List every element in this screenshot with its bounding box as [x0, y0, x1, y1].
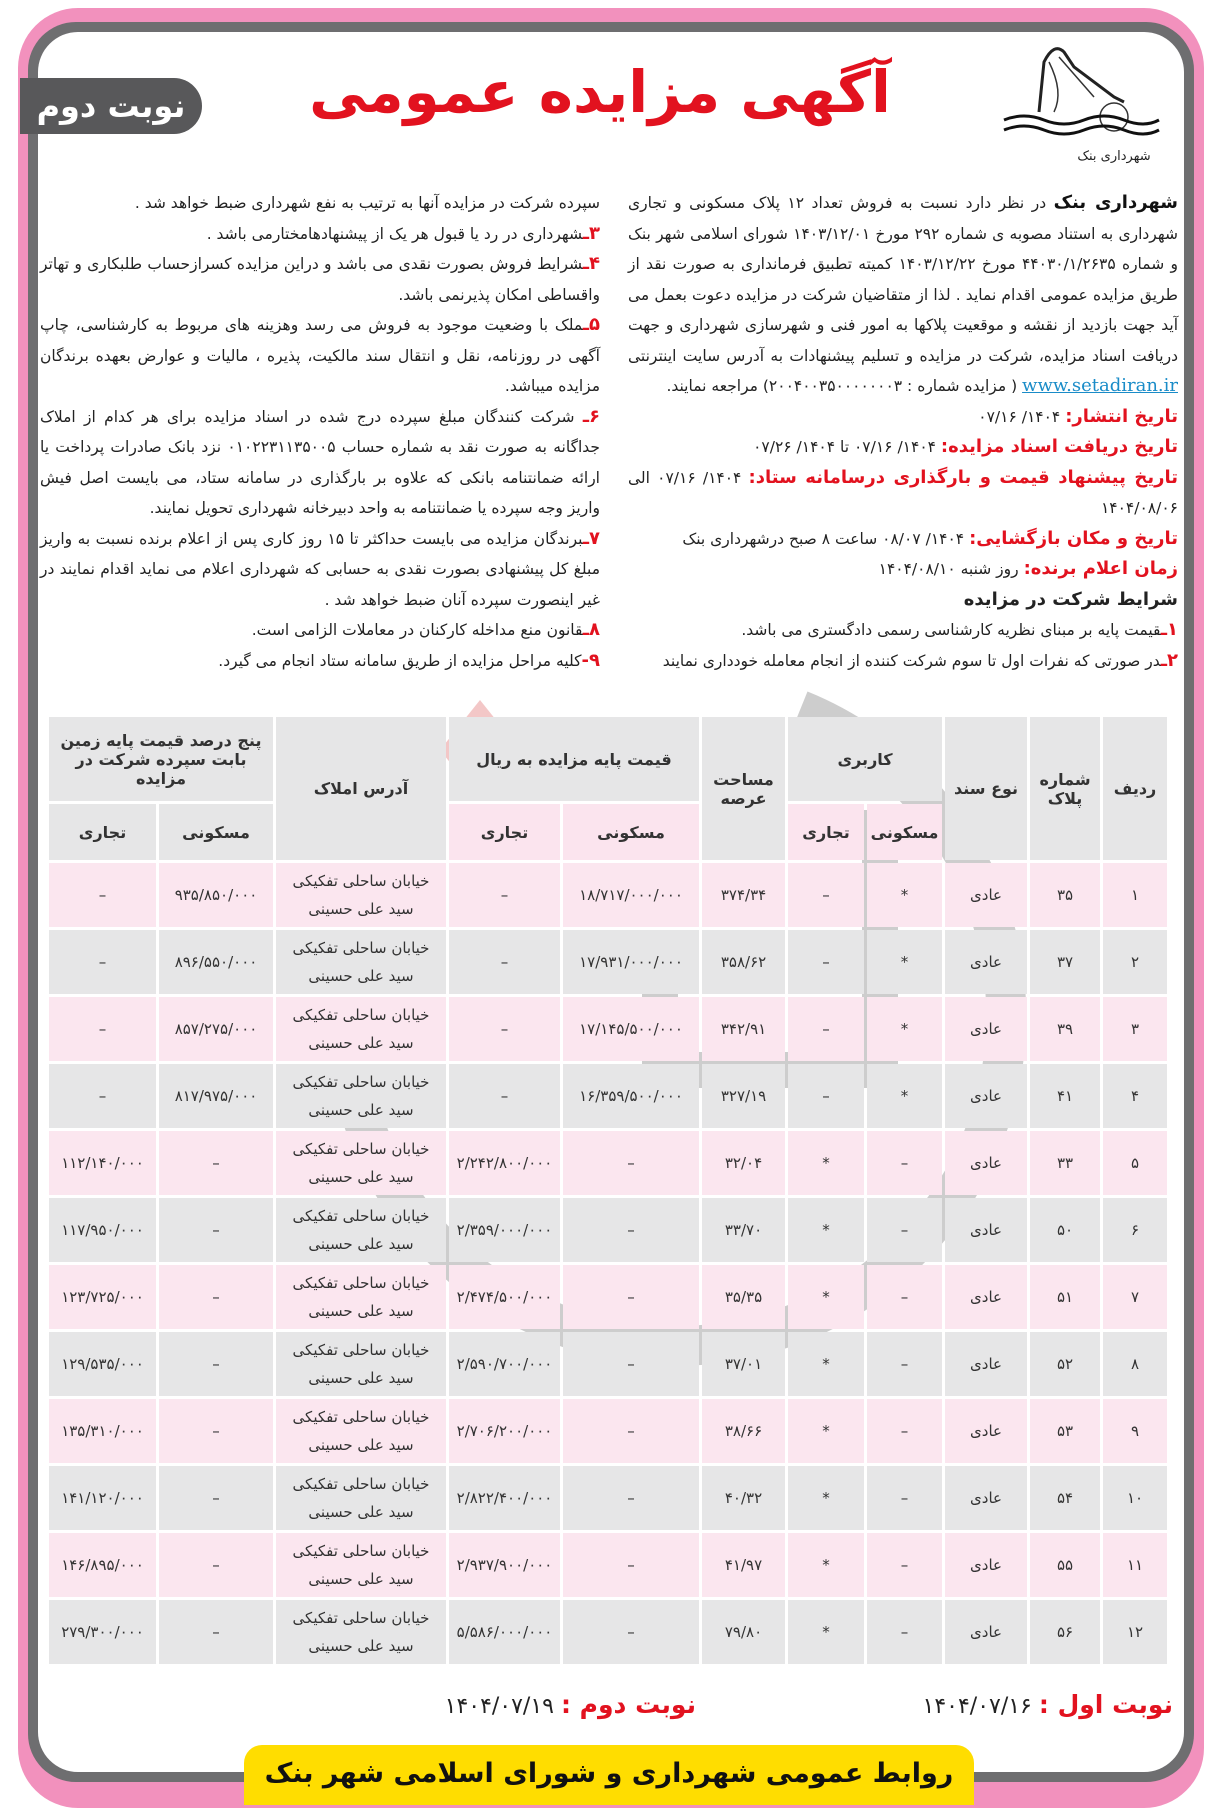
header-deposit-commercial: تجاری	[49, 804, 156, 860]
intro-text: در نظر دارد نسبت به فروش تعداد ۱۲ پلاک مسکونی و تجاری شهرداری به استناد مصوبه ی شماره ۲۹۲ مورخ ۱۴۰۳/۱۲/۰۱ شورای اسلامی شهر بنک و شماره ۴۴۰۳۰/۱/۲۶۳۵ مورخ ۱۴۰۳/۱۲/۲۲ کمیته تطبیق فرمانداری به صورت نقد از طریق مزایده عمومی اقدام نماید . لذا از متقاضیان شرکت در مزایده دعوت بعمل می آید جهت بازدید از نقشه و موقعیت پلاکها به امور فنی و شهرسازی شهرداری و جهت دریافت اسناد مزایده، شرکت در مزایده و تسلیم پیشنهادات به آدرس سایت اینترنتی	[628, 194, 1178, 365]
date-label: تاریخ دریافت اسناد مزایده:	[940, 436, 1178, 457]
cell-deposit-residential: –	[159, 1533, 273, 1597]
cell-address: خیابان ساحلی تفکیکی سید علی حسینی	[276, 930, 446, 994]
header-address: آدرس املاک	[276, 717, 446, 860]
condition-item	[40, 249, 600, 310]
date-value: ۱۴۰۴/ ۰۷/۱۶	[978, 407, 1066, 426]
cell-price-commercial: ۲/۴۷۴/۵۰۰/۰۰۰	[449, 1265, 560, 1329]
cell-area: ۳۵۸/۶۲	[702, 930, 785, 994]
cell-usage-residential: –	[867, 1131, 942, 1195]
page-title: آگهی مزایده عمومی	[309, 58, 891, 126]
cell-price-residential: –	[563, 1600, 699, 1664]
date-value: روز شنبه ۱۴۰۴/۰۸/۱۰	[878, 560, 1024, 578]
cell-deed: عادی	[945, 1533, 1027, 1597]
cell-address: خیابان ساحلی تفکیکی سید علی حسینی	[276, 1265, 446, 1329]
cell-price-residential: –	[563, 1198, 699, 1262]
cell-usage-commercial: *	[788, 1399, 864, 1463]
cell-area: ۳۴۲/۹۱	[702, 997, 785, 1061]
cell-deposit-residential: –	[159, 1332, 273, 1396]
cell-deposit-commercial: –	[49, 863, 156, 927]
cell-usage-commercial: –	[788, 997, 864, 1061]
cell-deed: عادی	[945, 1600, 1027, 1664]
cell-area: ۳۳/۷۰	[702, 1198, 785, 1262]
cell-row-number: ۲	[1103, 930, 1167, 994]
cell-plate: ۳۵	[1030, 863, 1100, 927]
cell-deed: عادی	[945, 1265, 1027, 1329]
date-bids	[628, 463, 1178, 524]
cell-plate: ۴۱	[1030, 1064, 1100, 1128]
cell-deposit-commercial: ۱۲۳/۷۲۵/۰۰۰	[49, 1265, 156, 1329]
cell-deposit-residential: ۹۳۵/۸۵۰/۰۰۰	[159, 863, 273, 927]
condition-text: قانون منع مداخله کارکنان در معاملات الزامی است.	[251, 621, 583, 639]
condition-item	[40, 310, 600, 402]
cell-deposit-commercial: ۱۴۶/۸۹۵/۰۰۰	[49, 1533, 156, 1597]
cell-usage-residential: –	[867, 1399, 942, 1463]
cell-row-number: ۴	[1103, 1064, 1167, 1128]
cell-price-commercial: –	[449, 863, 560, 927]
cell-price-commercial: ۵/۵۸۶/۰۰۰/۰۰۰	[449, 1600, 560, 1664]
header-plate: شماره پلاک	[1030, 717, 1100, 860]
cell-price-residential: –	[563, 1332, 699, 1396]
cell-deposit-residential: –	[159, 1399, 273, 1463]
condition-number: ۴ـ	[582, 253, 600, 274]
cell-deed: عادی	[945, 930, 1027, 994]
cell-plate: ۳۷	[1030, 930, 1100, 994]
cell-usage-residential: *	[867, 863, 942, 927]
condition-continuation: سپرده شرکت در مزایده آنها به ترتیب به نفع شهرداری ضبط خواهد شد .	[134, 194, 600, 212]
cell-deposit-residential: ۸۵۷/۲۷۵/۰۰۰	[159, 997, 273, 1061]
intro-paragraph	[628, 188, 1178, 402]
condition-text: کلیه مراحل مزایده از طریق سامانه ستاد انجام می گیرد.	[218, 651, 582, 670]
cell-area: ۳۷۴/۳۴	[702, 863, 785, 927]
cell-row-number: ۹	[1103, 1399, 1167, 1463]
cell-deposit-commercial: –	[49, 1064, 156, 1128]
second-round-value: ۱۴۰۴/۰۷/۱۹	[444, 1694, 561, 1719]
header-usage-commercial: تجاری	[788, 804, 864, 860]
cell-usage-commercial: –	[788, 930, 864, 994]
cell-usage-residential: –	[867, 1265, 942, 1329]
cell-price-residential: ۱۷/۱۴۵/۵۰۰/۰۰۰	[563, 997, 699, 1061]
condition-number: ۲ـ	[1160, 649, 1178, 671]
condition-item	[628, 615, 1178, 646]
cell-row-number: ۱۲	[1103, 1600, 1167, 1664]
cell-price-residential: –	[563, 1131, 699, 1195]
left-text-column	[40, 188, 600, 676]
cell-plate: ۵۵	[1030, 1533, 1100, 1597]
header-price: قیمت پایه مزایده به ریال	[449, 717, 699, 801]
cell-usage-commercial: *	[788, 1131, 864, 1195]
cell-deposit-commercial: ۲۷۹/۳۰۰/۰۰۰	[49, 1600, 156, 1664]
first-round-value: ۱۴۰۴/۰۷/۱۶	[922, 1694, 1039, 1719]
condition-text: برندگان مزایده می بایست حداکثر تا ۱۵ روز کاری پس از اعلام برنده نسبت به واریز مبلغ کل پیشنهادی بصورت نقدی به حسابی که شهرداری اعلام می نماید اقدام نمایند در غیر اینصورت سپرده آنان ضبط خواهد شد .	[40, 529, 600, 609]
date-winner	[628, 554, 1178, 585]
date-documents	[628, 432, 1178, 463]
cell-deposit-residential: ۸۹۶/۵۵۰/۰۰۰	[159, 930, 273, 994]
cell-price-residential: ۱۸/۷۱۷/۰۰۰/۰۰۰	[563, 863, 699, 927]
cell-price-commercial: –	[449, 1064, 560, 1128]
cell-row-number: ۳	[1103, 997, 1167, 1061]
date-label: تاریخ انتشار:	[1065, 405, 1178, 427]
cell-plate: ۵۱	[1030, 1265, 1100, 1329]
date-publish	[628, 402, 1178, 433]
condition-number: ۳ـ	[582, 222, 600, 244]
date-label: تاریخ و مکان بازگشایی:	[969, 527, 1178, 549]
cell-area: ۳۲/۰۴	[702, 1131, 785, 1195]
public-relations-banner: روابط عمومی شهرداری و شورای اسلامی شهر بنک	[244, 1745, 974, 1805]
cell-usage-commercial: –	[788, 1064, 864, 1128]
header-price-residential: مسکونی	[563, 804, 699, 860]
header-deed: نوع سند	[945, 717, 1027, 860]
cell-plate: ۵۳	[1030, 1399, 1100, 1463]
condition-text: قیمت پایه بر مبنای نظریه کارشناسی رسمی دادگستری می باشد.	[741, 621, 1161, 639]
cell-address: خیابان ساحلی تفکیکی سید علی حسینی	[276, 1466, 446, 1530]
condition-text: در صورتی که نفرات اول تا سوم شرکت کننده از انجام معامله خودداری نمایند	[662, 651, 1161, 670]
cell-price-commercial: ۲/۲۴۲/۸۰۰/۰۰۰	[449, 1131, 560, 1195]
logo-text: شهرداری بنک	[1077, 149, 1151, 164]
cell-deed: عادی	[945, 1198, 1027, 1262]
cell-usage-commercial: *	[788, 1265, 864, 1329]
cell-plate: ۵۶	[1030, 1600, 1100, 1664]
condition-item	[40, 615, 600, 646]
cell-deposit-commercial: ۱۲۹/۵۳۵/۰۰۰	[49, 1332, 156, 1396]
header-area: مساحت عرصه	[702, 717, 785, 860]
cell-area: ۷۹/۸۰	[702, 1600, 785, 1664]
table-row	[49, 1332, 1167, 1396]
table-body	[49, 863, 1167, 1664]
table-row	[49, 1064, 1167, 1128]
cell-deposit-commercial: –	[49, 930, 156, 994]
condition-item	[628, 646, 1178, 677]
cell-price-residential: –	[563, 1399, 699, 1463]
condition-text: شرکت کنندگان مبلغ سپرده درج شده در اسناد مزایده برای هر کدام از املاک جداگانه به صورت نقد به شماره حساب ۰۱۰۲۲۳۱۱۳۵۰۰۵ نزد بانک صادرات پرداخت یا ارائه ضمانتنامه بانکی که علاوه بر بارگذاری در سامانه ستاد، می بایست اصل فیش واریز وجه سپرده یا ضمانتنامه به واحد دبیرخانه شهرداری تحویل نمایند.	[40, 407, 600, 517]
condition-number: ۱ـ	[1160, 619, 1178, 640]
date-value: ۱۴۰۴/ ۰۷/۱۶ الی ۱۴۰۴/۰۸/۰۶	[628, 468, 1178, 517]
cell-usage-residential: *	[867, 997, 942, 1061]
cell-deposit-commercial: ۱۱۲/۱۴۰/۰۰۰	[49, 1131, 156, 1195]
cell-price-commercial: ۲/۵۹۰/۷۰۰/۰۰۰	[449, 1332, 560, 1396]
header-price-commercial: تجاری	[449, 804, 560, 860]
cell-address: خیابان ساحلی تفکیکی سید علی حسینی	[276, 1198, 446, 1262]
cell-deposit-commercial: ۱۴۱/۱۲۰/۰۰۰	[49, 1466, 156, 1530]
table-row	[49, 1399, 1167, 1463]
cell-usage-residential: –	[867, 1600, 942, 1664]
date-value: ۱۴۰۴/ ۰۷/۱۶ تا ۱۴۰۴/ ۰۷/۲۶	[753, 438, 941, 456]
cell-area: ۴۰/۳۲	[702, 1466, 785, 1530]
condition-item	[40, 219, 600, 250]
cell-address: خیابان ساحلی تفکیکی سید علی حسینی	[276, 1533, 446, 1597]
cell-usage-commercial: *	[788, 1332, 864, 1396]
cell-plate: ۵۰	[1030, 1198, 1100, 1262]
first-round-label: نوبت اول :	[1038, 1690, 1173, 1719]
cell-address: خیابان ساحلی تفکیکی سید علی حسینی	[276, 863, 446, 927]
cell-deed: عادی	[945, 997, 1027, 1061]
second-round-label: نوبت دوم :	[560, 1690, 696, 1719]
condition-number: ۶ـ	[582, 405, 600, 427]
table-row	[49, 1600, 1167, 1664]
condition-text: شرایط فروش بصورت نقدی می باشد و دراین مزایده کسرازحساب طلبکاری و تهاتر واقساطی امکان پذیرنمی باشد.	[40, 255, 600, 304]
conditions-heading: شرایط شرکت در مزایده	[963, 588, 1178, 610]
condition-item	[40, 402, 600, 524]
table-row	[49, 1198, 1167, 1262]
cell-deed: عادی	[945, 1131, 1027, 1195]
header-deposit: پنج درصد قیمت پایه زمین بابت سپرده شرکت در مزایده	[49, 717, 273, 801]
cell-deed: عادی	[945, 863, 1027, 927]
cell-address: خیابان ساحلی تفکیکی سید علی حسینی	[276, 1600, 446, 1664]
table-row	[49, 1131, 1167, 1195]
date-value: ۱۴۰۴/ ۰۸/۰۷ ساعت ۸ صبح درشهرداری بنک	[682, 529, 970, 548]
cell-usage-residential: *	[867, 1064, 942, 1128]
properties-table	[46, 714, 1170, 1667]
cell-usage-commercial: *	[788, 1198, 864, 1262]
cell-row-number: ۱۰	[1103, 1466, 1167, 1530]
cell-address: خیابان ساحلی تفکیکی سید علی حسینی	[276, 1064, 446, 1128]
cell-price-residential: ۱۷/۹۳۱/۰۰۰/۰۰۰	[563, 930, 699, 994]
cell-area: ۳۸/۶۶	[702, 1399, 785, 1463]
cell-address: خیابان ساحلی تفکیکی سید علی حسینی	[276, 997, 446, 1061]
cell-area: ۴۱/۹۷	[702, 1533, 785, 1597]
cell-address: خیابان ساحلی تفکیکی سید علی حسینی	[276, 1399, 446, 1463]
cell-deposit-residential: –	[159, 1198, 273, 1262]
cell-deposit-residential: –	[159, 1131, 273, 1195]
intro-bold: شهرداری بنک	[1053, 192, 1178, 213]
cell-plate: ۵۲	[1030, 1332, 1100, 1396]
cell-usage-residential: –	[867, 1332, 942, 1396]
table-row	[49, 930, 1167, 994]
condition-number: ۷ـ	[582, 527, 601, 549]
cell-deed: عادی	[945, 1399, 1027, 1463]
table-row	[49, 1466, 1167, 1530]
cell-usage-commercial: *	[788, 1600, 864, 1664]
cell-deposit-commercial: ۱۳۵/۳۱۰/۰۰۰	[49, 1399, 156, 1463]
cell-area: ۳۷/۰۱	[702, 1332, 785, 1396]
cell-price-residential: –	[563, 1533, 699, 1597]
cell-plate: ۳۹	[1030, 997, 1100, 1061]
header-deposit-residential: مسکونی	[159, 804, 273, 860]
header-usage-residential: مسکونی	[867, 804, 942, 860]
header-row-number: ردیف	[1103, 717, 1167, 860]
cell-usage-commercial: *	[788, 1533, 864, 1597]
cell-area: ۳۵/۳۵	[702, 1265, 785, 1329]
cell-area: ۳۲۷/۱۹	[702, 1064, 785, 1128]
cell-usage-residential: –	[867, 1466, 942, 1530]
cell-deposit-commercial: –	[49, 997, 156, 1061]
date-label: زمان اعلام برنده:	[1023, 558, 1178, 579]
cell-row-number: ۵	[1103, 1131, 1167, 1195]
condition-item	[40, 646, 600, 677]
cell-address: خیابان ساحلی تفکیکی سید علی حسینی	[276, 1332, 446, 1396]
cell-usage-residential: –	[867, 1198, 942, 1262]
condition-text: ملک با وضعیت موجود به فروش می رسد وهزینه های مربوط به کارشناسی، چاپ آگهی در روزنامه، نقل و انتقال سند مالکیت، پذیره ، مالیات و عوارض بعهده برندگان مزایده میباشد.	[40, 316, 600, 395]
setadiran-link[interactable]: www.setadiran.ir	[1022, 375, 1178, 396]
cell-deed: عادی	[945, 1466, 1027, 1530]
cell-plate: ۳۳	[1030, 1131, 1100, 1195]
cell-row-number: ۱	[1103, 863, 1167, 927]
cell-deposit-residential: –	[159, 1600, 273, 1664]
cell-deposit-residential: –	[159, 1265, 273, 1329]
cell-usage-commercial: –	[788, 863, 864, 927]
date-label: تاریخ پیشنهاد قیمت و بارگذاری درسامانه ستاد:	[748, 466, 1178, 488]
condition-text: شهرداری در رد یا قبول هر یک از پیشنهادهامختارمی باشد .	[206, 224, 583, 243]
cell-price-residential: –	[563, 1265, 699, 1329]
condition-number: ۸ـ	[582, 619, 600, 640]
cell-deposit-residential: ۸۱۷/۹۷۵/۰۰۰	[159, 1064, 273, 1128]
condition-number: ۵ـ	[582, 314, 600, 335]
condition-item	[40, 524, 600, 616]
cell-deed: عادی	[945, 1332, 1027, 1396]
table-row	[49, 1533, 1167, 1597]
right-text-column	[628, 188, 1178, 676]
cell-deposit-commercial: ۱۱۷/۹۵۰/۰۰۰	[49, 1198, 156, 1262]
date-opening	[628, 524, 1178, 555]
cell-address: خیابان ساحلی تفکیکی سید علی حسینی	[276, 1131, 446, 1195]
cell-usage-residential: –	[867, 1533, 942, 1597]
table-row	[49, 863, 1167, 927]
cell-price-commercial: –	[449, 930, 560, 994]
second-round-badge: نوبت دوم	[20, 78, 202, 134]
cell-usage-commercial: *	[788, 1466, 864, 1530]
municipality-logo-icon	[994, 42, 1164, 167]
table-row	[49, 1265, 1167, 1329]
cell-price-commercial: –	[449, 997, 560, 1061]
cell-price-commercial: ۲/۸۲۲/۴۰۰/۰۰۰	[449, 1466, 560, 1530]
cell-deposit-residential: –	[159, 1466, 273, 1530]
cell-price-commercial: ۲/۳۵۹/۰۰۰/۰۰۰	[449, 1198, 560, 1262]
cell-row-number: ۷	[1103, 1265, 1167, 1329]
condition-number: ۹-	[581, 649, 600, 671]
cell-plate: ۵۴	[1030, 1466, 1100, 1530]
cell-row-number: ۸	[1103, 1332, 1167, 1396]
cell-price-commercial: ۲/۷۰۶/۲۰۰/۰۰۰	[449, 1399, 560, 1463]
table-row	[49, 997, 1167, 1061]
second-round-date	[445, 1690, 696, 1719]
intro-after: ( مزایده شماره : ۲۰۰۴۰۰۳۵۰۰۰۰۰۰۰۳) مراجعه نمایند.	[666, 377, 1023, 395]
first-round-date	[923, 1690, 1173, 1719]
cell-price-commercial: ۲/۹۳۷/۹۰۰/۰۰۰	[449, 1533, 560, 1597]
cell-deed: عادی	[945, 1064, 1027, 1128]
cell-price-residential: –	[563, 1466, 699, 1530]
cell-row-number: ۶	[1103, 1198, 1167, 1262]
header-usage: کاربری	[788, 717, 942, 801]
cell-row-number: ۱۱	[1103, 1533, 1167, 1597]
cell-price-residential: ۱۶/۳۵۹/۵۰۰/۰۰۰	[563, 1064, 699, 1128]
cell-usage-residential: *	[867, 930, 942, 994]
